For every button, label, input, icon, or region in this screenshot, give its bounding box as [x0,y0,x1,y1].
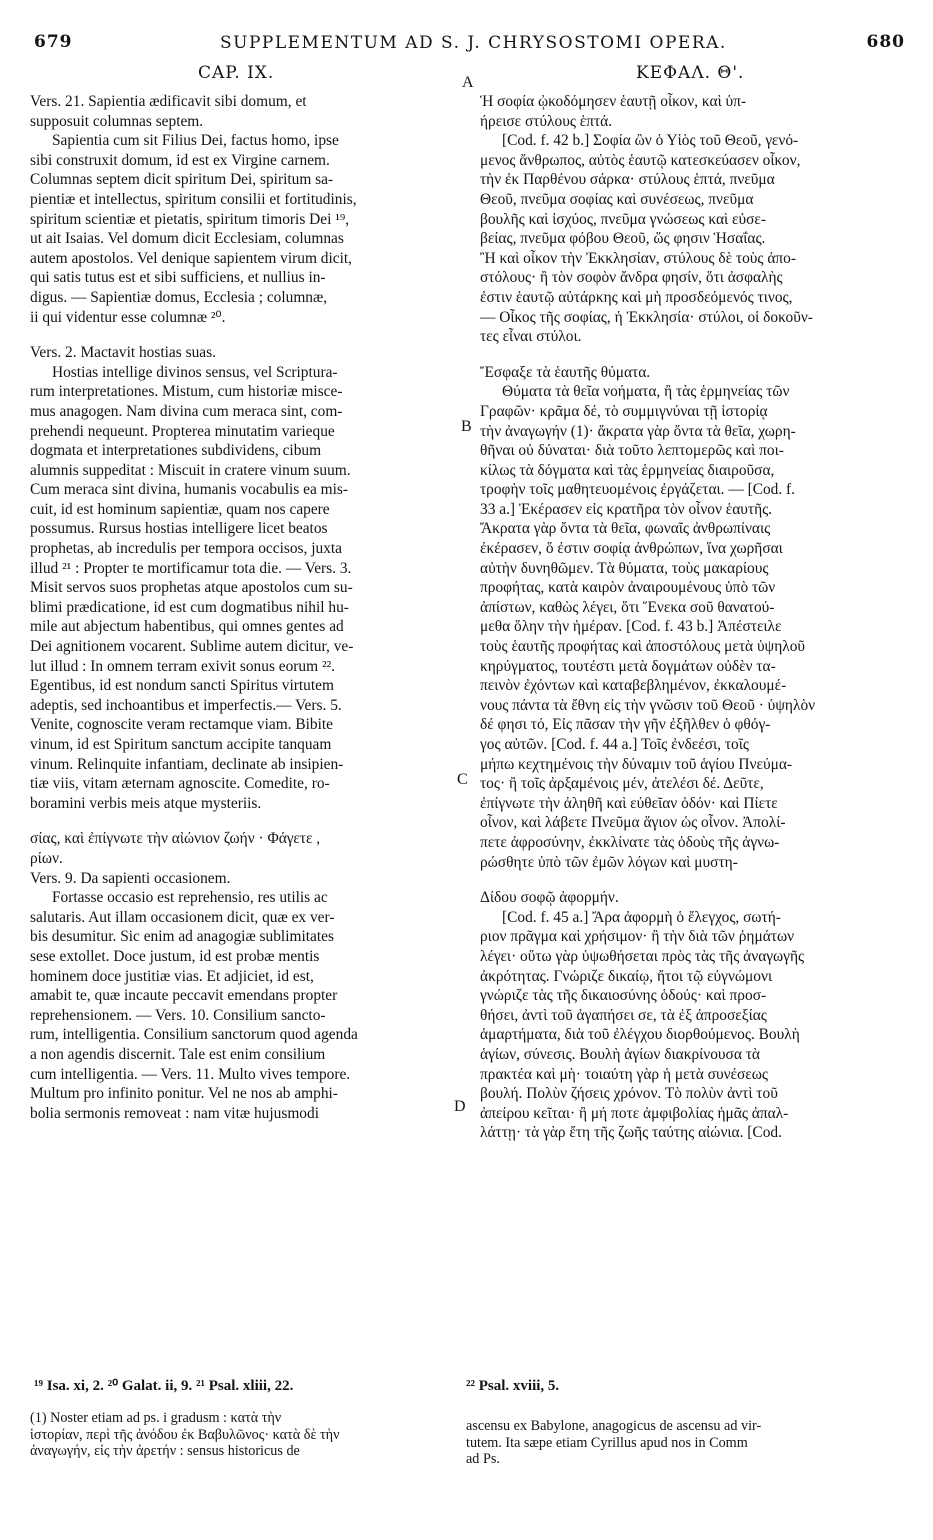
text-line: δέ φησι τό, Εἰς πᾶσαν τὴν γῆν ἐξῆλθεν ὁ φθόγ- [480,716,771,734]
text-line: Ἡ σοφία ᾠκοδόμησεν ἑαυτῇ οἶκον, καὶ ὑπ- [480,93,747,110]
page-header [30,32,905,56]
text-line: ρίων. [30,849,63,867]
text-line: γνώριζε τὰς τῆς δικαιοσύνης ὁδούς· καὶ προσ- [480,987,767,1005]
text-line: Θεοῦ, πνεῦμα σοφίας καὶ συνέσεως, πνεῦμα [480,190,754,208]
text-line: sese extollet. Doce justum, id est probæ mentis [30,947,320,965]
text-line: boramini verbis meis atque mysteriis. [30,794,262,812]
page-number-right: 680 [866,32,905,52]
text-line: mus anagogen. Nam divina cum meraca sint, com- [30,402,343,420]
text-line: Egentibus, id est nondum sancti Spiritus virtutem [30,677,334,695]
text-line: autem apostolos. Vel denique sapientem virum dicit, [30,249,352,267]
text-line: θῆναι οὐ δύναται· διὰ τοῦτο λεπτομερῶς καὶ ποι- [480,442,784,460]
text-line: a non agendis discernit. Tale est enim consilium [30,1045,326,1063]
text-line: vinum, id est Spiritum sanctum accipite tanquam [30,736,332,753]
text-line: Γραφῶν· κρᾶμα δέ, τὸ συμμιγνύναι τῇ ἱστορίᾳ [480,402,768,420]
text-line: ἐπίγνωτε τὴν ἀληθῆ καὶ εὐθεῖαν ὁδόν· καὶ Πίετε [480,794,778,812]
text-line: reprehensionem. — Vers. 10. Consilium sancto- [30,1006,326,1024]
latin-column [30,92,458,1123]
text-line: βουλή. Πολὺν ζήσεις χρόνον. Τὸ πολὺν ἀντὶ τοῦ [480,1085,778,1103]
text-line: γος αὐτῶν. [Cod. f. 44 a.] Τοῖς ἐνδεέσι, τοῖς [480,736,749,753]
greek-verse-heading [480,888,905,908]
text-line: hominem doce justitiæ vias. Et adjiciet, id est, [30,967,314,985]
text-line: ἱστορίαν, περὶ τῆς ἀνόδου ἐκ Βαβυλῶνος· κατὰ δὲ τὴν [30,1426,340,1443]
text-line: cuit, id est hominum sapientiæ, quam nos capere [30,500,330,518]
page-number-left: 679 [34,32,73,52]
text-line: ἁμαρτήματα, διὰ τοῦ ἐλέγχου διορθούμενος. Βουλὴ [480,1026,800,1044]
text-line: Vers. 9. Da sapienti occasionem. [30,869,231,887]
text-line: βουλῆς καὶ ἰσχύος, πνεῦμα γνώσεως καὶ εὐσε- [480,210,766,228]
verse-2-heading [30,343,458,363]
paragraph [30,888,458,1123]
text-line: ἀναγωγήν, εἰς τὴν ἀρετήν : sensus historicus de [30,1443,300,1459]
text-line: Vers. 2. Mactavit hostias suas. [30,344,216,362]
text-line: ut ait Isaias. Vel domum dicit Ecclesiam, columnas [30,230,344,248]
greek-verse-heading [480,92,905,131]
text-line: Multum pro infinito ponitur. Vel ne nos ab amphi- [30,1085,338,1103]
text-line: ad Ps. [466,1451,500,1467]
paragraph [30,363,458,814]
text-line: Δίδου σοφῷ ἀφορμήν. [480,889,619,907]
verse-9-heading [30,869,458,889]
text-line: τος· ἢ τοῖς ἀρξαμένοις μέν, ἀτελέσι δέ. Δεῦτε, [480,775,764,793]
text-line: τὴν ἀναγωγήν (1)· ἄκρατα γὰρ ὄντα τὰ θεῖα, χωρη- [480,422,796,440]
text-line: Hostias intellige divinos sensus, vel Scriptura- [52,363,338,381]
text-line: λάττῃ· τὰ γὰρ ἔτη τῆς ζωῆς ταύτης αἰώνια. [Cod. [480,1124,782,1142]
text-line: supposuit columnas septem. [30,112,204,130]
text-line: (1) Noster etiam ad ps. i gradusm : κατὰ τὴν [30,1410,282,1426]
text-line: ήρεισε στύλους ἑπτά. [480,112,613,130]
text-line: tutem. Ita sæpe etiam Cyrillus apud nos in Comm [466,1434,748,1451]
text-line: possumus. Rursus hostias intelligere licet beatos [30,520,328,538]
text-line: salutaris. Aut illam occasionem dicit, quæ ex ver- [30,908,335,926]
text-line: λέγει· οὕτω γὰρ ὑψωθήσεται πρὸς τὰς τῆς ἀναγωγῆς [480,947,805,965]
text-line: vinum. Relinquite infantiam, declinate ab insipien- [30,755,344,773]
paragraph [30,131,458,327]
text-line: Venite, cognoscite veram rectamque viam. Bibite [30,716,334,734]
text-line: βείας, πνεῦμα φόβου Θεοῦ, ὥς φησιν Ἡσαΐας. [480,230,766,248]
text-line: θήσει, ἀντὶ τοῦ ἀγαπήσει σε, τὰ ἐξ ἀπροσεξίας [480,1006,767,1024]
text-line: Ἄκρατα γὰρ ὄντα τὰ θεῖα, φωναῖς ἀνθρωπίναις [480,520,771,538]
text-line: alumnis suppeditat : Miscuit in cratere vinum suum. [30,461,351,479]
text-line: sibi construxit domum, id est ex Virgine carnem. [30,151,330,169]
text-line: ii qui videntur esse columnæ ²⁰. [30,308,226,326]
text-line: προφήτας, κατὰ καιρὸν ἀναιρουμένους ὑπὸ τῶν [480,579,776,597]
text-line: mile aut abjectum habentibus, qui omnes gentes ad [30,618,344,636]
text-line: blimi prædicatione, id est cum dogmatibus nihil hu- [30,598,349,616]
paragraph [480,382,905,872]
text-line: 33 a.] Ἐκέρασεν εἰς κρατῆρα τὸν οἶνον ἑαυτῆς. [480,500,773,518]
running-title: SUPPLEMENTUM AD S. J. CHRYSOSTOMI OPERA. [220,33,727,53]
footnote-right [466,1418,904,1468]
text-line: Θύματα τὰ θεῖα νοήματα, ἢ τὰς ἑρμηνείας τῶν [502,383,790,401]
text-line: τροφὴν τοῖς μαθητευομένοις ἐργάζεται. — [Cod. f. [480,481,796,499]
text-line: rum interpretationes. Mistum, cum historiæ misce- [30,383,343,401]
text-line: νους πάντα τὰ ἔθνη εἰς τὴν γνῶσιν τοῦ Θεοῦ · ὑψηλὸν [480,696,816,714]
paragraph [480,908,905,1143]
text-line: amabit te, quæ incaute peccavit emendans propter [30,987,338,1005]
section-marker-b: B [461,418,472,435]
greek-verse-heading [480,363,905,383]
text-line: ἐκέρασεν, ὅ ἐστιν σοφίᾳ ἀνθρώπων, ἵνα χωρῆσαι [480,540,783,558]
text-line: digus. — Sapientiæ domus, Ecclesia ; columnæ, [30,288,328,306]
text-line: Ἔσφαξε τὰ ἑαυτῆς θύματα. [480,363,651,381]
text-line: αὐτὴν δυνηθῶμεν. Τὰ θύματα, τοὺς μακαρίους [480,559,769,577]
text-line: qui satis tutus est et sibi sufficiens, et nullius in- [30,269,326,287]
text-line: Ἢ καὶ οἶκον τὴν Ἐκκλησίαν, στύλους δὲ τοὺς ἀπο- [480,249,796,267]
text-line: σίας, καὶ ἐπίγνωτε τὴν αἰώνιον ζωήν · Φάγετε , [30,830,321,848]
text-line: πεινὸν ἐχόντων καὶ καταβεβλημένον, ἐκκαλουμέ- [480,677,787,695]
text-line: illud ²¹ : Propter te mortificamur tota die. — Vers. 3. [30,559,352,577]
section-marker-a: A [462,74,474,91]
text-line: [Cod. f. 45 a.] Ἄρα ἀφορμὴ ὁ ἔλεγχος, σωτή- [502,908,781,926]
text-line: Dei agnitionem vocarent. Sublime autem dicitur, ve- [30,638,354,656]
text-line: Sapientia cum sit Filius Dei, factus homo, ipse [52,132,339,150]
text-line: τὴν ἐκ Παρθένου σάρκα· στύλους ἑπτά, πνεῦμα [480,171,775,189]
text-line: rum, intelligentia. Consilium sanctorum quod agenda [30,1026,358,1044]
paragraph [480,131,905,347]
text-line: spiritum scientiæ et pietatis, spiritum timoris Dei ¹⁹, [30,210,350,228]
text-line: Cum meraca sint divina, humanis vocabulis ea mis- [30,481,349,499]
text-line: μήπω κεχτημένοις τὴν δύναμιν τοῦ ἁγίου Πνεύμα- [480,755,793,773]
text-line: Vers. 21. Sapientia ædificavit sibi domum, et [30,93,307,110]
text-line: κηρύγματος, τουτέστι μετὰ δογμάτων οὐδὲν τα- [480,657,776,675]
text-line: ἁγίων, σύνεσις. Βουλὴ ἁγίων διακρίνουσα τὰ [480,1045,760,1063]
reference-notes-left: ¹⁹ Isa. xi, 2. ²⁰ Galat. ii, 9. ²¹ Psal. xliii, 22. [34,1378,294,1394]
text-line: cum intelligentia. — Vers. 11. Multo vives tempore. [30,1065,351,1083]
greek-fragment [30,829,458,868]
reference-notes-right: ²² Psal. xviii, 5. [466,1378,560,1394]
text-line: adeptis, sed inchoantibus et imperfectis.— Vers. 5. [30,696,342,714]
text-line: κίλως τὰ δόγματα καὶ τὰς ἑρμηνείας διαιροῦσα, [480,461,775,479]
text-line: [Cod. f. 42 b.] Σοφία ὢν ὁ Υἱὸς τοῦ Θεοῦ, γενό- [502,132,799,150]
text-line: τοὺς ἑαυτῆς προφήτας καὶ ἀποστόλους μετὰ ὑψηλοῦ [480,638,806,656]
text-line: bis desumitur. Sic enim ad anagogiæ sublimitates [30,928,334,946]
section-marker-d: D [454,1098,466,1115]
text-line: — Οἶκος τῆς σοφίας, ἡ Ἐκκλησία· στύλοι, οἱ δοκοῦν- [480,308,813,326]
text-line: ριον πρᾶγμα καὶ χρήσιμον· ἢ τὴν διὰ τῶν ῥημάτων [480,928,795,946]
footnote-left [30,1410,450,1460]
text-line: τες εἶναι στύλοι. [480,328,582,346]
verse-21-heading [30,92,458,131]
text-line: bolia sermonis removeat : nam vitæ hujusmodi [30,1104,319,1122]
text-line: ρώσθητε ὑπὸ τῶν ἐμῶν λόγων καὶ μυστη- [480,853,738,871]
text-line: Columnas septem dicit spiritum Dei, spiritum sa- [30,171,334,189]
text-line: pientiæ et intellectus, spiritum consilii et fortitudinis, [30,190,357,208]
text-line: πρακτέα καὶ μὴ· τοιαύτη γὰρ ἡ μετὰ συνέσεως [480,1065,768,1083]
text-line: tiæ viis, vitam æternam agnoscite. Comedite, ro- [30,775,330,793]
text-line: prehendi nequeunt. Propterea minutatim varieque [30,422,335,440]
greek-column [480,92,905,1143]
text-line: ἀπίστων, καθὼς λέγει, ὅτι Ἕνεκα σοῦ θανατού- [480,598,775,616]
text-line: Fortasse occasio est reprehensio, res utilis ac [52,889,328,907]
text-line: dogmata et interpretationes subdividens, cibum [30,442,322,460]
text-line: στόλους· ἢ τὸν σοφὸν ἄνδρα φησίν, ὅτι ἀσφαλὴς [480,269,783,287]
section-marker-c: C [457,771,468,788]
text-line: ἀπείρου κεῖται· ἢ μή ποτε ἀμφιβολίας ἡμᾶς ἀπαλ- [480,1104,789,1122]
text-line: οἶνον, καὶ λάβετε Πνεῦμα ἅγιον ὡς οἶνον. Ἀπολί- [480,814,786,832]
text-line: prophetas, ab incredulis per tempora occisos, juxta [30,540,342,558]
text-line: μενος ἄνθρωπος, αὐτὸς ἑαυτῷ κατεσκεύασεν οἶκον, [480,151,801,169]
text-line: lut illud : In omnem terram exivit sonus eorum ²². [30,657,336,675]
text-line: ἀκρότητας. Γνώριζε δικαίῳ, ἤτοι τῷ εὐγνώμονι [480,967,773,985]
chapter-heading-greek: ΚΕΦΑΛ. Θ'. [636,63,745,83]
text-line: Misit servos suos prophetas atque apostolos cum su- [30,579,353,597]
chapter-heading-latin: CAP. IX. [198,63,275,83]
text-line: μεθα ὅλην τὴν ἡμέραν. [Cod. f. 43 b.] Ἀπέστειλε [480,618,782,636]
text-line: πετε ἀφροσύνην, ἐκκλίνατε τὰς ὁδοὺς τῆς ἀγνω- [480,833,780,851]
text-line: ἐστιν ἑαυτῷ αὐτάρκης καὶ μὴ προσδεόμενός τινος, [480,288,793,306]
text-line: ascensu ex Babylone, anagogicus de ascensu ad vir- [466,1418,762,1434]
